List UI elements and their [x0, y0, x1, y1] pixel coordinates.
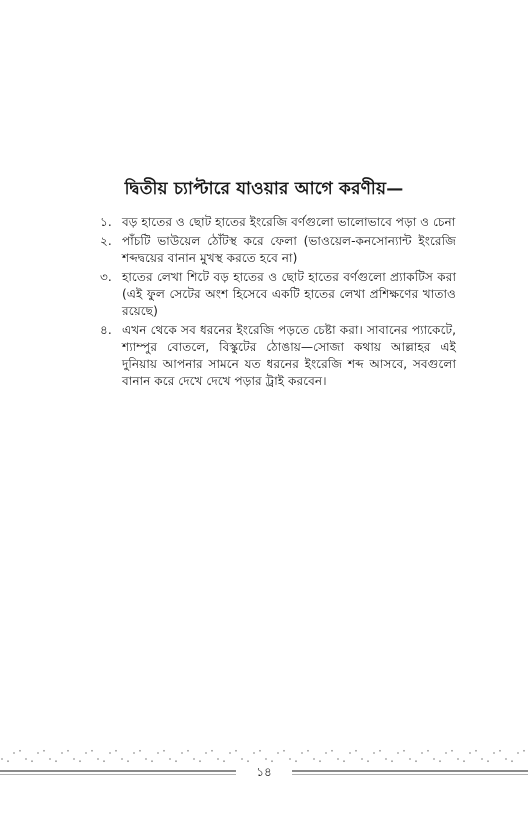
- list-item-text: এখন থেকে সব ধরনের ইংরেজি পড়তে চেষ্টা করা। সাবানের প্যাকেটে, শ্যাম্পুর বোতলে, বিস্কুটের ঠোঙায়—সোজা কথায় আল্লাহর এই দুনিয়ায় আপনার সামনে যত ধরনের ইংরেজি শব্দ আসবে, সবগুলো বানান করে দেখে দেখে পড়ার ট্রাই করবেন।: [122, 323, 456, 388]
- ornament-dot: [259, 750, 261, 752]
- footer-rule-right: [292, 770, 528, 772]
- list-item: [100, 269, 456, 320]
- ornament-dot: [43, 750, 45, 752]
- ornament-dot: [343, 760, 345, 762]
- ornament-dot: [253, 752, 255, 754]
- ornament-dot: [67, 750, 69, 752]
- ornament-dot: [319, 760, 321, 762]
- ornament-dot: [169, 758, 171, 760]
- ornament-dot: [187, 750, 189, 752]
- page-number: ১৪: [256, 765, 272, 779]
- ornament-dot: [367, 760, 369, 762]
- ornament-dot: [391, 760, 393, 762]
- ornament-dot: [313, 758, 315, 760]
- list-item-number: ১.: [100, 215, 112, 229]
- ornament-dot: [55, 760, 57, 762]
- ornament-dot: [307, 750, 309, 752]
- ornament-dot: [349, 752, 351, 754]
- list-item-number: ৩.: [100, 270, 112, 284]
- ornament-dot: [469, 752, 471, 754]
- ornament-dot: [205, 752, 207, 754]
- ornament-dot: [511, 760, 513, 762]
- ornament-dot: [445, 752, 447, 754]
- footer-rule-left-thin: [0, 774, 236, 775]
- todo-list: [100, 214, 456, 392]
- ornament-dot: [85, 752, 87, 754]
- ornament-dot: [19, 750, 21, 752]
- ornament-dot: [505, 758, 507, 760]
- ornament-dot: [433, 758, 435, 760]
- ornament-dot: [31, 760, 33, 762]
- list-item-number: ৪.: [100, 323, 112, 337]
- ornament-dot: [355, 750, 357, 752]
- ornament-dot: [301, 752, 303, 754]
- ornament-dot: [1, 758, 3, 760]
- ornament-dot: [181, 752, 183, 754]
- ornament-dot: [175, 760, 177, 762]
- ornament-dot: [217, 758, 219, 760]
- ornament-dot: [145, 758, 147, 760]
- ornament-dot: [493, 752, 495, 754]
- list-item-text: হাতের লেখা শিটে বড় হাতের ও ছোট হাতের বর্ণগুলো প্র্যাকটিস করা (এই ফুল সেটের অংশ হিসেবে একটি হাতের লেখা প্রশিক্ষণের খাতাও রয়েছে): [122, 270, 456, 318]
- ornament-dot: [13, 752, 15, 754]
- ornament-dot: [151, 760, 153, 762]
- ornament-dot: [277, 752, 279, 754]
- ornament-dot: [457, 758, 459, 760]
- list-item: [100, 322, 456, 390]
- ornament-dot: [157, 752, 159, 754]
- list-item-text: বড় হাতের ও ছোট হাতের ইংরেজি বর্ণগুলো ভালোভাবে পড়া ও চেনা: [122, 215, 456, 229]
- ornament-dot: [235, 750, 237, 752]
- list-item-number: ২.: [100, 234, 112, 248]
- ornament-dot: [427, 750, 429, 752]
- ornament-dot: [409, 758, 411, 760]
- ornament-dot: [49, 758, 51, 760]
- ornament-dot: [241, 758, 243, 760]
- ornament-dot: [223, 760, 225, 762]
- ornament-dot: [79, 760, 81, 762]
- ornament-dot: [403, 750, 405, 752]
- list-item: [100, 233, 456, 267]
- ornament-dot: [133, 752, 135, 754]
- ornament-dot: [325, 752, 327, 754]
- list-item-text: পাঁচটি ভাউয়েল ঠোঁটস্থ করে ফেলা (ভাওয়েল-কনসোন্যান্ট ইংরেজি শব্দদ্বয়ের বানান মুখস্থ করতে হবে না): [122, 234, 456, 265]
- ornament-dot: [373, 752, 375, 754]
- ornament-dot: [421, 752, 423, 754]
- ornament-dot: [439, 760, 441, 762]
- ornament-dot: [295, 760, 297, 762]
- ornament-dot: [397, 752, 399, 754]
- ornament-dot: [97, 758, 99, 760]
- ornament-dot: [115, 750, 117, 752]
- ornament-dot: [379, 750, 381, 752]
- section-heading: দ্বিতীয় চ্যাপ্টারে যাওয়ার আগে করণীয়—: [124, 179, 404, 199]
- ornament-dot: [331, 750, 333, 752]
- ornament-dot: [415, 760, 417, 762]
- ornament-dot: [193, 758, 195, 760]
- ornament-dot: [247, 760, 249, 762]
- list-item: [100, 214, 456, 231]
- ornament-dot: [451, 750, 453, 752]
- ornament-dot: [199, 760, 201, 762]
- ornament-dot: [385, 758, 387, 760]
- ornament-dot: [265, 758, 267, 760]
- ornament-dot: [25, 758, 27, 760]
- ornament-dot: [361, 758, 363, 760]
- ornament-dot: [37, 752, 39, 754]
- ornament-dot: [463, 760, 465, 762]
- ornament-dot: [121, 758, 123, 760]
- ornament-dot: [127, 760, 129, 762]
- ornament-dot: [61, 752, 63, 754]
- ornament-dot: [499, 750, 501, 752]
- ornament-dot: [73, 758, 75, 760]
- ornament-dot: [91, 750, 93, 752]
- ornament-dot: [337, 758, 339, 760]
- ornament-dot: [7, 760, 9, 762]
- footer-rule-right-thin: [292, 774, 528, 775]
- ornament-dot: [523, 750, 525, 752]
- ornament-dot: [229, 752, 231, 754]
- ornament-dot: [289, 758, 291, 760]
- ornament-dot: [517, 752, 519, 754]
- ornament-dot: [139, 750, 141, 752]
- ornament-dot: [103, 760, 105, 762]
- page-footer: [0, 730, 528, 816]
- ornament-dot: [271, 760, 273, 762]
- ornament-dot: [475, 750, 477, 752]
- ornament-dot: [163, 750, 165, 752]
- ornament-dot: [487, 760, 489, 762]
- ornament-dot: [211, 750, 213, 752]
- ornament-dot: [109, 752, 111, 754]
- footer-rule-left: [0, 770, 236, 772]
- ornament-dot: [481, 758, 483, 760]
- ornament-dot: [283, 750, 285, 752]
